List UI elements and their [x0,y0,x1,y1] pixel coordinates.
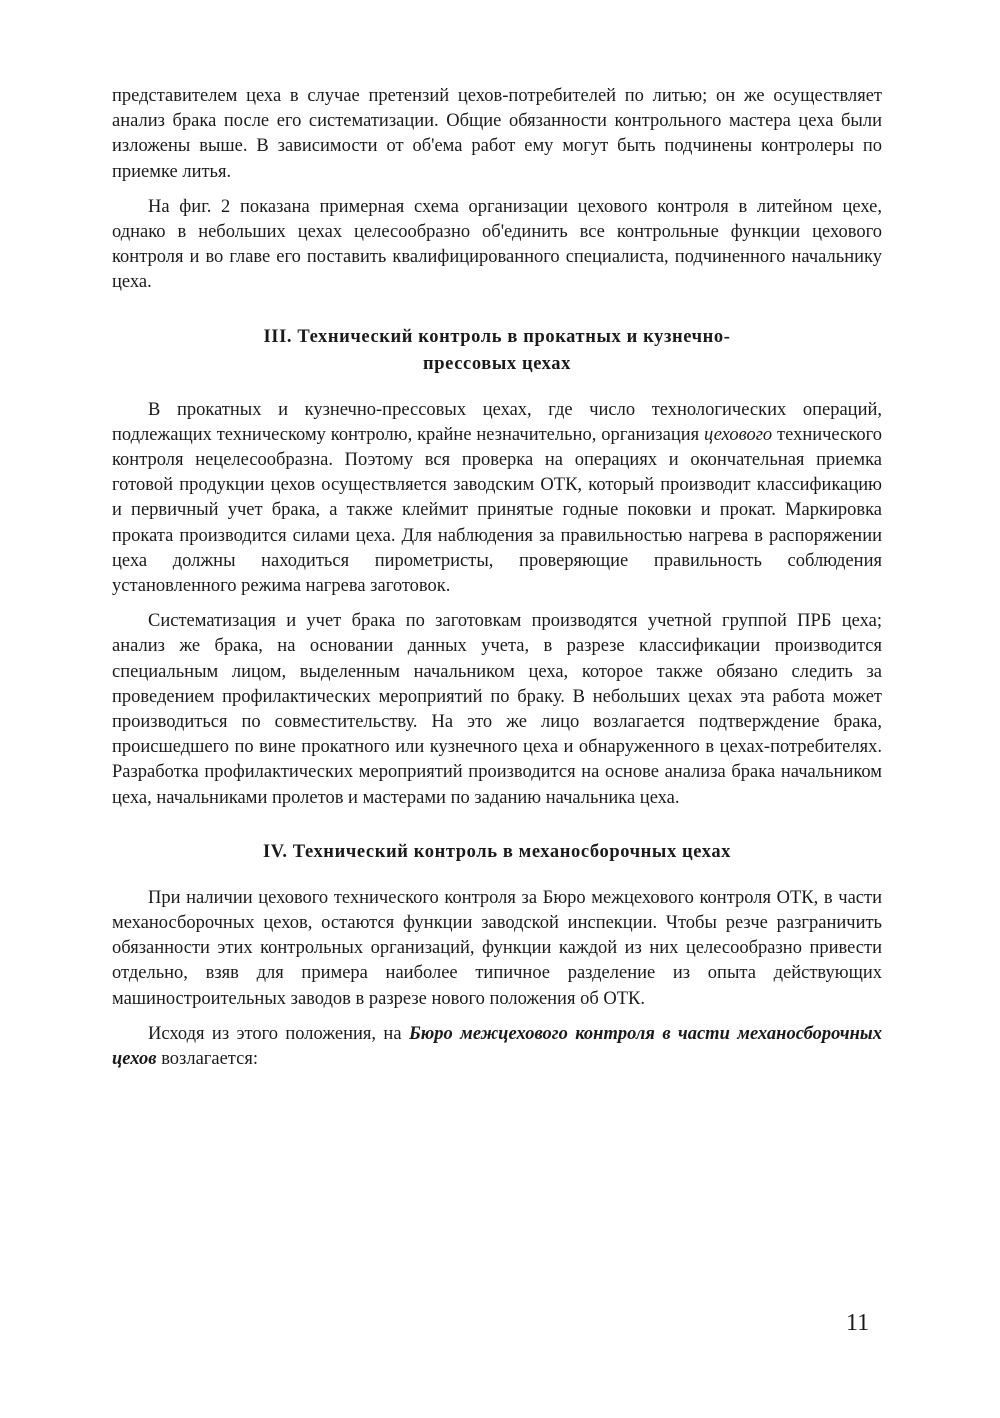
page-body [112,84,882,1072]
paragraph-rolling-shops-before: В прокатных и кузнечно-прессовых цехах, где число технологических операций, подлежащих техническому контролю, крайне незначительно, организация [112,399,882,445]
paragraph-rolling-shops [112,398,882,600]
paragraph-casting-inspector: представителем цеха в случае претензий цехов-потребителей по литью; он же осуществляет анализ брака после его систематизации. Общие обязанности контрольного мастера цеха были изложены выше. В зависимости от об'ема работ ему могут быть подчинены контролеры по приемке литья. [112,86,882,182]
paragraph-bureau-duties-after: возлагается: [156,1049,258,1070]
section-heading-iii [112,324,882,378]
section-heading-iv-text: IV. Технический контроль в механосборочных цехах [262,841,732,862]
paragraph-systematization: Систематизация и учет брака по заготовкам производятся учетной группой ПРБ цеха; анализ же брака, на основании данных учета, в разрезе классификации производится специальным лицом, выделенным начальником цеха, которое также обязано следить за проведением профилактических мероприятий по браку. В небольших цехах эта работа может производиться по совместительству. На это же лицо возлагается подтверждение брака, происшедшего по вине прокатного или кузнечного цеха и обнаруженного в цехах-потребителях. Разработка профилактических мероприятий производится на основе анализа брака начальником цеха, начальниками пролетов и мастерами по заданию начальника цеха. [112,611,882,808]
paragraph-bureau-duties [112,1022,882,1072]
section-heading-iii-line1: III. Технический контроль в прокатных и кузнечно- [263,326,731,347]
paragraph-rolling-shops-after: технического контроля нецелесообразна. Поэтому вся проверка на операциях и окончательная приемка готовой продукции цехов осуществляется заводским ОТК, который производит классификацию и первичный учет брака, а также клеймит принятые годные поковки и прокат. Маркировка проката производится силами цеха. Для наблюдения за правильностью нагрева в распоряжении цеха должны находиться пирометристы, проверяющие правильность соблюдения установленного режима нагрева заготовок. [112,424,882,597]
paragraph-bureau-duties-before: Исходя из этого положения, на [148,1023,409,1044]
paragraph-figure-2: На фиг. 2 показана примерная схема организации цехового контроля в литейном цехе, однако в небольших цехах целесообразно об'единить все контрольные функции цехового контроля и во главе его поставить квалифицированного специалиста, подчиненного начальнику цеха. [112,196,882,293]
paragraph-shop-control: При наличии цехового технического контроля за Бюро межцехового контроля ОТК, в части механосборочных цехов, остаются функции заводской инспекции. Чтобы резче разграничить обязанности этих контрольных организаций, функции каждой из них целесообразно привести отдельно, взяв для примера наиболее типичное разделение из опыта действующих машиностроительных заводов в разрезе нового положения об ОТК. [112,887,882,1009]
paragraph-bureau-duties-italic: Бюро межцехового контроля в части механосборочных цехов [112,1023,882,1070]
section-heading-iii-line2: прессовых цехах [423,353,571,374]
paragraph-rolling-shops-italic: цехового [703,424,773,445]
section-heading-iv [112,839,882,866]
page-number: 11 [846,1310,870,1336]
